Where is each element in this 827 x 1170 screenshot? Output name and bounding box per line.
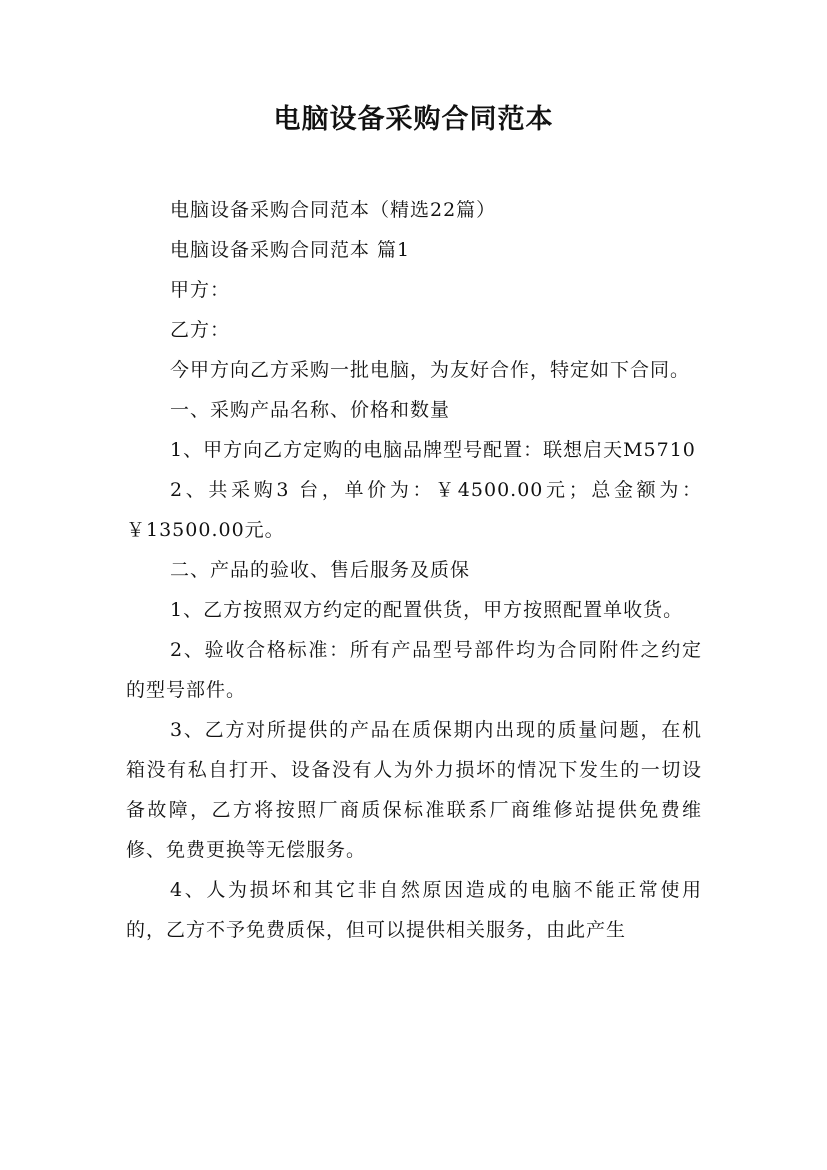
paragraph-clause-heading-2: 二、产品的验收、售后服务及质保 <box>170 559 471 581</box>
paragraph-subtitle: 电脑设备采购合同范本（精选22篇） <box>170 199 497 221</box>
document-title: 电脑设备采购合同范本 <box>273 104 554 135</box>
document-body <box>126 190 702 950</box>
paragraph-clause-heading-1: 一、采购产品名称、价格和数量 <box>170 399 451 421</box>
paragraph-intro: 今甲方向乙方采购一批电脑，为友好合作，特定如下合同。 <box>170 359 691 381</box>
paragraph-clause-2-1: 1、乙方按照双方约定的配置供货，甲方按照配置单收货。 <box>170 599 684 621</box>
paragraph-party-b: 乙方： <box>170 319 231 341</box>
paragraph-clause-2-2: 2、验收合格标准：所有产品型号部件均为合同附件之约定的型号部件。 <box>126 639 702 701</box>
paragraph-section-heading: 电脑设备采购合同范本 篇1 <box>170 239 411 261</box>
paragraph-clause-1-2: 2、共采购3 台，单价为：￥4500.00元；总金额为：￥13500.00元。 <box>126 479 702 541</box>
paragraph-clause-1-1: 1、甲方向乙方定购的电脑品牌型号配置：联想启天M5710 <box>170 439 696 461</box>
paragraph-clause-2-3: 3、乙方对所提供的产品在质保期内出现的质量问题，在机箱没有私自打开、设备没有人为外力损坏的情况下发生的一切设备故障，乙方将按照厂商质保标准联系厂商维修站提供免费维修、免费更换等无偿服务。 <box>126 719 702 861</box>
paragraph-party-a: 甲方： <box>170 279 231 301</box>
paragraph-clause-2-4: 4、人为损坏和其它非自然原因造成的电脑不能正常使用的，乙方不予免费质保，但可以提供相关服务，由此产生 <box>126 879 702 941</box>
